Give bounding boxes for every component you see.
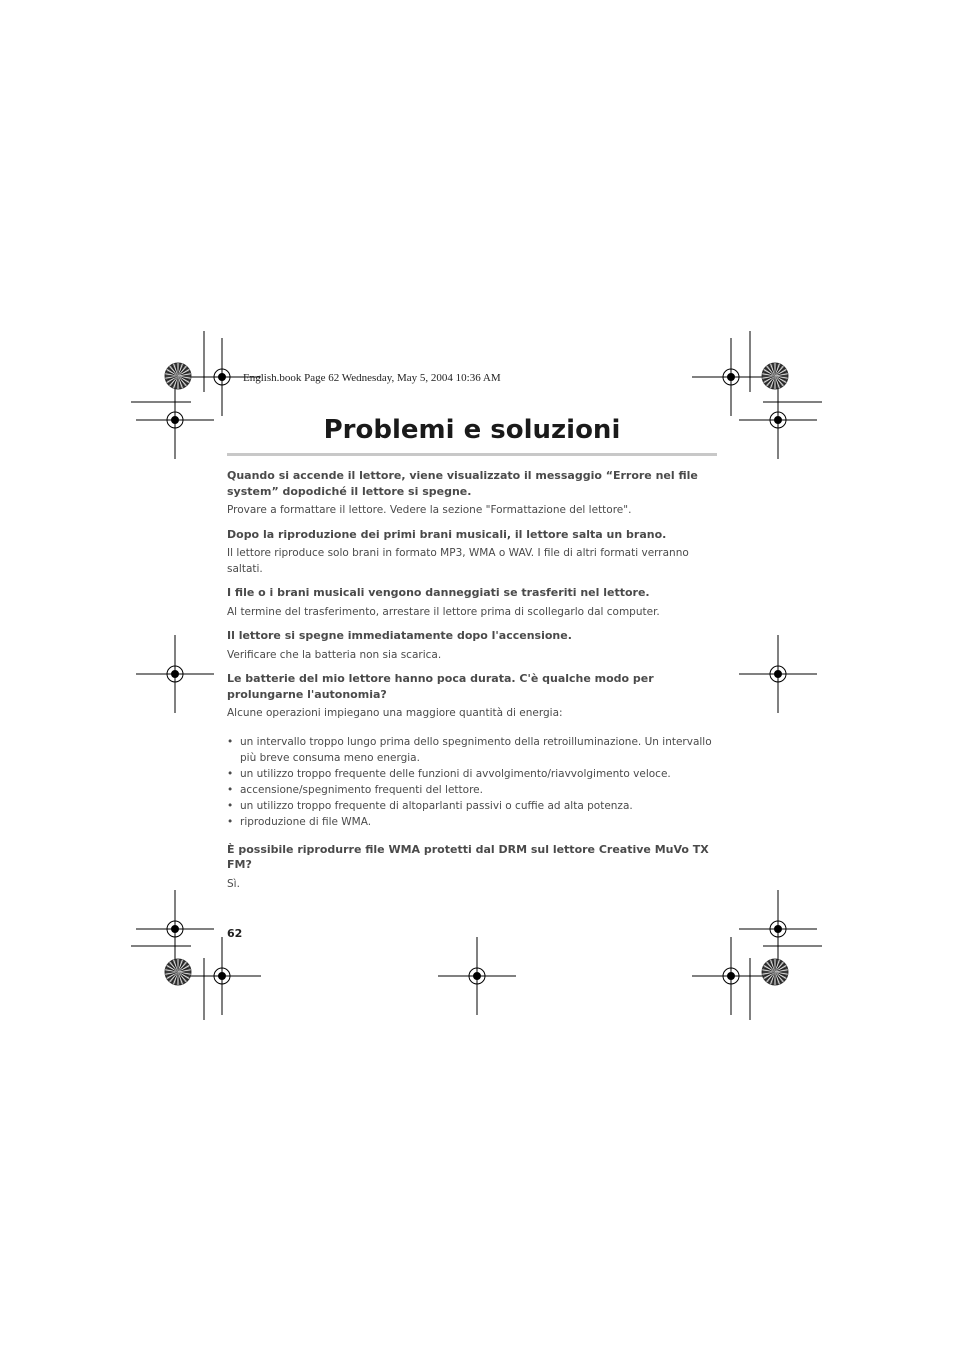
page-number: 62 — [227, 927, 243, 940]
faq-answer: Il lettore riproduce solo brani in formato MP3, WMA o WAV. I file di altri formati verranno saltati. — [227, 547, 689, 575]
title-underline — [227, 453, 717, 456]
faq-item — [227, 527, 717, 578]
crosshair-icon — [219, 374, 226, 381]
faq-answer: Sì. — [227, 877, 240, 890]
faq-answer: Alcune operazioni impiegano una maggiore quantità di energia: — [227, 707, 563, 719]
print-header-note: English.book Page 62 Wednesday, May 5, 2004 10:36 AM — [243, 372, 501, 384]
faq-question: I file o i brani musicali vengono danneggiati se trasferiti nel lettore. — [227, 586, 650, 599]
faq-item — [227, 671, 717, 830]
faq-question: È possibile riprodurre file WMA protetti dal DRM sul lettore Creative MuVo TX FM? — [227, 842, 709, 871]
crosshair-icon — [172, 417, 179, 424]
crosshair-icon — [172, 671, 179, 678]
faq-content — [227, 468, 717, 900]
faq-question: Quando si accende il lettore, viene visualizzato il messaggio “Errore nel file system” dopodiché il lettore si spegne. — [227, 469, 698, 498]
faq-question: Le batterie del mio lettore hanno poca durata. C'è qualche modo per prolungarne l'autonomia? — [227, 672, 654, 701]
crosshair-icon — [775, 671, 782, 678]
list-item: • un intervallo troppo lungo prima dello spegnimento della retroilluminazione. Un intervallo più breve consuma meno energia. — [227, 734, 717, 766]
faq-item — [227, 628, 717, 663]
crosshair-icon — [728, 374, 735, 381]
list-item: • accensione/spegnimento frequenti del lettore. — [227, 782, 717, 798]
crosshair-icon — [728, 973, 735, 980]
faq-item — [227, 468, 717, 519]
crosshair-icon — [172, 926, 179, 933]
crosshair-icon — [474, 973, 481, 980]
faq-item — [227, 842, 717, 893]
tips-list — [227, 734, 717, 830]
list-item: • un utilizzo troppo frequente di altoparlanti passivi o cuffie ad alta potenza. — [227, 798, 717, 814]
crosshair-icon — [775, 417, 782, 424]
page-title: Problemi e soluzioni — [323, 415, 621, 445]
faq-item — [227, 585, 717, 620]
crosshair-icon — [775, 926, 782, 933]
faq-answer: Verificare che la batteria non sia scarica. — [227, 648, 442, 661]
faq-answer: Al termine del trasferimento, arrestare il lettore prima di scollegarlo dal computer. — [227, 605, 660, 618]
faq-question: Il lettore si spegne immediatamente dopo l'accensione. — [227, 629, 572, 642]
list-item: • riproduzione di file WMA. — [227, 814, 717, 830]
list-item: • un utilizzo troppo frequente delle funzioni di avvolgimento/riavvolgimento veloce. — [227, 766, 717, 782]
crosshair-icon — [219, 973, 226, 980]
faq-question: Dopo la riproduzione dei primi brani musicali, il lettore salta un brano. — [227, 527, 667, 541]
faq-answer: Provare a formattare il lettore. Vedere la sezione "Formattazione del lettore". — [227, 504, 632, 516]
